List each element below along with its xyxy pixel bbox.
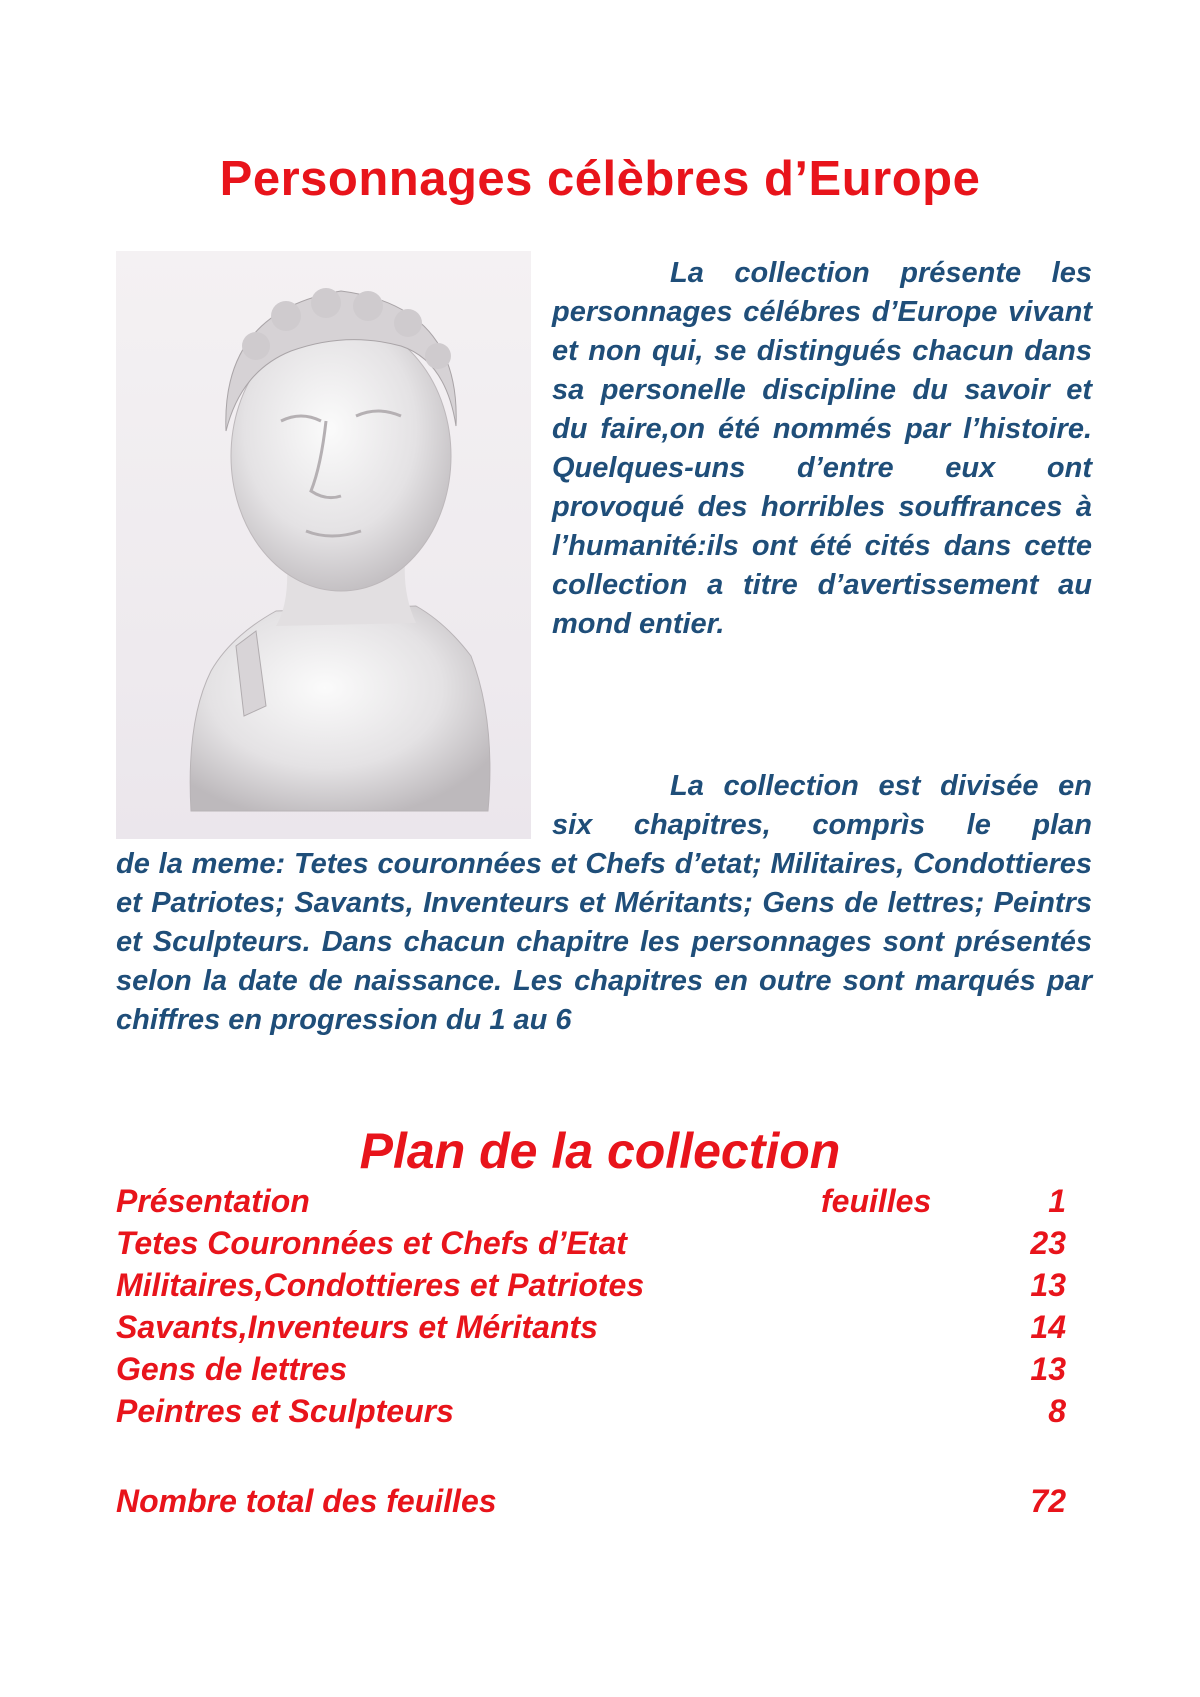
intro-paragraph-2-lead-text: La collection est divisée en six chapitres, comprìs le plan — [552, 770, 1092, 841]
plan-item-name: Savants,Inventeurs et Méritants — [116, 1309, 598, 1345]
plan-item-count: 13 — [1030, 1267, 1066, 1303]
intro-paragraph-2-lead — [552, 767, 1092, 845]
plan-total-count: 72 — [1030, 1483, 1066, 1519]
plan-item-count: 23 — [1030, 1225, 1066, 1261]
plan-item-name: Tetes Couronnées et Chefs d’Etat — [116, 1225, 627, 1261]
plan-row-gens-de-lettres — [116, 1348, 1066, 1390]
intro-paragraph-2-rest: de la meme: Tetes couronnées et Chefs d’etat; Militaires, Condottieres et Patriotes; Savants, Inventeurs et Méritants; Gens de lettres; Peintrs et Sculpteurs. Dans chacun chapitre les personnages sont présentés selon la date de naissance. Les chapitres en outre sont marqués par chiffres en progression du 1 au 6 — [116, 848, 1092, 1036]
marble-bust-image — [116, 251, 531, 839]
plan-row-peintres — [116, 1390, 1066, 1432]
plan-row-presentation — [116, 1180, 1066, 1222]
plan-total-name: Nombre total des feuilles — [116, 1483, 497, 1519]
plan-unit-label: feuilles — [821, 1183, 932, 1219]
plan-item-name: Militaires,Condottieres et Patriotes — [116, 1267, 645, 1303]
plan-row-militaires — [116, 1264, 1066, 1306]
page-title: Personnages célèbres d’Europe — [219, 152, 981, 206]
intro-paragraph-1 — [552, 254, 1092, 644]
plan-row-savants — [116, 1306, 1066, 1348]
plan-item-count: 14 — [1030, 1309, 1066, 1345]
plan-item-name: Peintres et Sculpteurs — [116, 1393, 454, 1429]
plan-title: Plan de la collection — [359, 1123, 841, 1179]
plan-item-count: 8 — [1048, 1393, 1066, 1429]
intro-paragraph-1-text: La collection présente les personnages célébres d’Europe vivant et non qui, se distingués chacun dans sa personelle discipline du savoir et du faire,on été nommés par l’histoire. Quelques-uns d’entre eux ont provoqué des horribles souffrances à l’humanité:ils ont été cités dans cette collection a titre d’avertissement au mond entier. — [552, 257, 1092, 640]
plan-list — [116, 1180, 1066, 1432]
plan-row-tetes-couronnees — [116, 1222, 1066, 1264]
plan-item-count: 1 — [1048, 1183, 1066, 1219]
plan-item-count: 13 — [1030, 1351, 1066, 1387]
plan-item-name: Gens de lettres — [116, 1351, 348, 1387]
plan-item-name: Présentation — [116, 1183, 310, 1219]
